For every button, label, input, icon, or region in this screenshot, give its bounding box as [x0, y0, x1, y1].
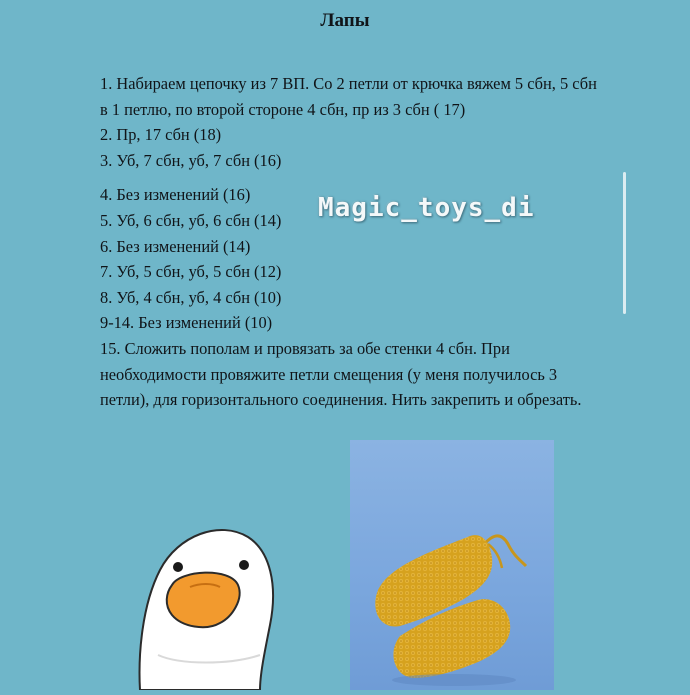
page-title: Лапы	[320, 10, 370, 31]
crochet-feet-illustration	[350, 440, 554, 690]
instruction-list	[100, 71, 600, 413]
step-5: 5. Уб, 6 сбн, уб, 6 сбн (14)	[100, 210, 282, 230]
watermark: Magic_toys_di	[318, 193, 535, 223]
goose-illustration	[120, 515, 290, 690]
crochet-feet-photo	[350, 440, 554, 690]
step-3: 3. Уб, 7 сбн, уб, 7 сбн (16)	[100, 150, 282, 170]
step-15: 15. Сложить пополам и провязать за обе стенки 4 сбн. При необходимости провяжите петли смещения (у меня получилось 3 петли), для горизонтального соединения. Нить закрепить и обрезать.	[100, 338, 582, 410]
step-7: 7. Уб, 5 сбн, уб, 5 сбн (12)	[100, 262, 282, 282]
step-9-14: 9-14. Без изменений (10)	[100, 313, 273, 333]
step-6: 6. Без изменений (14)	[100, 236, 251, 256]
step-2: 2. Пр, 17 сбн (18)	[100, 125, 222, 145]
step-1: 1. Набираем цепочку из 7 ВП. Со 2 петли от крючка вяжем 5 сбн, 5 сбн в 1 петлю, по второй стороне 4 сбн, пр из 3 сбн ( 17)	[100, 74, 597, 119]
scrollbar[interactable]	[623, 172, 626, 314]
step-8: 8. Уб, 4 сбн, уб, 4 сбн (10)	[100, 287, 282, 307]
step-4: 4. Без изменений (16)	[100, 185, 251, 205]
goose-icon	[120, 515, 290, 690]
